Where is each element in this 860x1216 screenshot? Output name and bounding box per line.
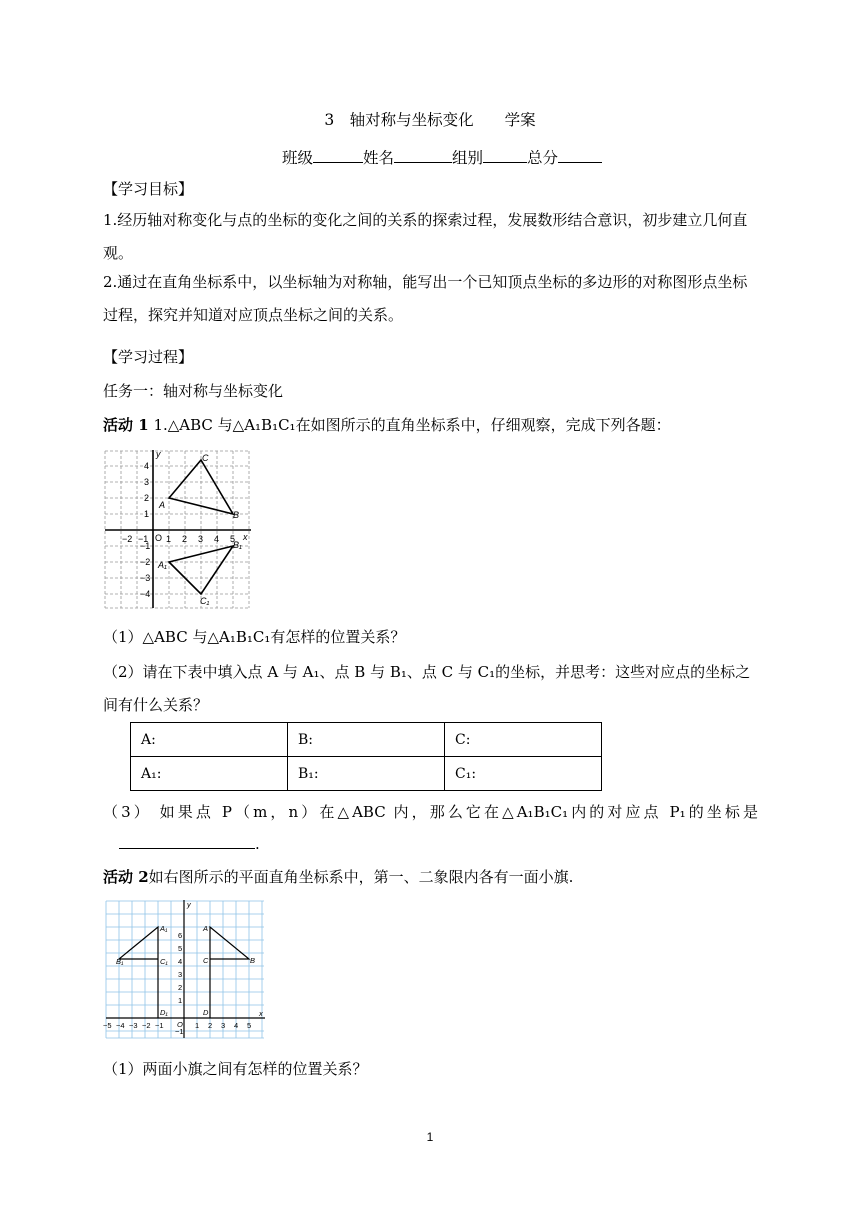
g2-xtick: −1 xyxy=(155,1021,164,1030)
g2-point-a: A xyxy=(203,924,209,933)
name-blank[interactable] xyxy=(394,148,452,163)
g2-xtick: −5 xyxy=(103,1021,112,1030)
g2-ytick: 5 xyxy=(178,944,183,953)
table-cell[interactable]: B: xyxy=(288,723,445,757)
g2-ytick: 6 xyxy=(178,931,183,940)
g2-xtick: −2 xyxy=(142,1021,151,1030)
g2-xtick: 1 xyxy=(195,1021,200,1030)
g1-xtick: −1 xyxy=(138,534,149,544)
g2-point-a1: A₁ xyxy=(160,924,168,933)
class-label: 班级 xyxy=(282,149,314,167)
table-cell[interactable]: A: xyxy=(131,723,288,757)
score-label: 总分 xyxy=(527,149,559,167)
g1-ytick: −2 xyxy=(140,557,151,567)
score-blank[interactable] xyxy=(558,148,602,163)
g2-ytick: −1 xyxy=(175,1027,184,1036)
goal-1: 1.经历轴对称变化与点的坐标的变化之间的关系的探索过程，发展数形结合意识，初步建立几何直观。 xyxy=(103,211,748,262)
g1-xtick: O xyxy=(155,533,163,543)
name-label: 姓名 xyxy=(363,149,395,167)
g2-point-c: C xyxy=(203,956,209,965)
activity-2-text: 如右图所示的平面直角坐标系中，第一、二象限内各有一面小旗. xyxy=(148,868,574,886)
g1-axis-x: x xyxy=(243,532,248,542)
g1-point-c1: C₁ xyxy=(200,596,210,606)
activity-1-line xyxy=(103,414,671,435)
answer-line xyxy=(103,834,260,853)
g1-point-a: A xyxy=(159,500,166,510)
table-row xyxy=(131,757,602,791)
activity-1-text: 1.△ABC 与△A₁B₁C₁在如图所示的直角坐标系中，仔细观察，完成下列各题： xyxy=(148,416,671,434)
g1-ytick: −1 xyxy=(140,541,151,551)
activity-2-q1: （1）两面小旗之间有怎样的位置关系？ xyxy=(103,1060,368,1078)
g2-xtick: 5 xyxy=(247,1021,252,1030)
flag-graph xyxy=(103,898,267,1040)
student-info-line xyxy=(282,146,602,168)
g2-point-b: B xyxy=(250,956,256,965)
g1-point-b1: B₁ xyxy=(233,540,242,550)
g2-ytick: 3 xyxy=(178,970,183,979)
activity-1-q2: （2）请在下表中填入点 A 与 A₁、点 B 与 B₁、点 C 与 C₁的坐标，并思考：这些对应点的坐标之间有什么关系？ xyxy=(103,663,751,714)
group-label: 组别 xyxy=(452,149,484,167)
g1-xtick: −2 xyxy=(122,534,133,544)
g1-xtick: 5 xyxy=(230,534,236,544)
g2-xtick: 2 xyxy=(208,1021,213,1030)
g1-xtick: 3 xyxy=(198,534,204,544)
g2-point-b1: B₁ xyxy=(116,957,124,966)
g1-xtick: 1 xyxy=(166,534,172,544)
g1-ytick: 3 xyxy=(144,477,150,487)
g2-xtick: 3 xyxy=(221,1021,226,1030)
table-row xyxy=(131,723,602,757)
g2-xtick: −3 xyxy=(129,1021,138,1030)
table-cell[interactable]: C: xyxy=(445,723,602,757)
process-heading: 【学习过程】 xyxy=(103,348,194,366)
activity-1-q1: （1）△ABC 与△A₁B₁C₁有怎样的位置关系？ xyxy=(103,628,406,646)
activity-1-q3: （3） 如果点 P（m，n）在△ABC 内，那么它在△A₁B₁C₁内的对应点 P₁的坐标是 xyxy=(103,803,758,821)
goal-2: 2.通过在直角坐标系中，以坐标轴为对称轴，能写出一个已知顶点坐标的多边形的对称图形点坐标过程，探究并知道对应顶点坐标之间的关系。 xyxy=(103,273,748,324)
page-title: 3 轴对称与坐标变化 学案 xyxy=(324,111,536,129)
g1-point-b: B xyxy=(233,510,240,520)
g1-xtick: 4 xyxy=(214,534,220,544)
triangle-graph xyxy=(103,448,253,610)
table-cell[interactable]: A₁: xyxy=(131,757,288,791)
g1-axis-y: y xyxy=(156,449,161,459)
table-cell[interactable]: B₁: xyxy=(288,757,445,791)
g2-point-d1: D₁ xyxy=(160,1008,168,1017)
activity-2-line xyxy=(103,866,573,887)
g1-ytick: 1 xyxy=(144,509,150,519)
answer-blank[interactable] xyxy=(119,834,255,849)
g2-xtick: 4 xyxy=(234,1021,239,1030)
g1-ytick: 2 xyxy=(144,493,150,503)
class-blank[interactable] xyxy=(313,148,363,163)
g1-ytick: 4 xyxy=(144,461,150,471)
g1-point-a1: A₁ xyxy=(158,560,167,570)
activity-2-label: 活动 2 xyxy=(103,868,149,886)
activity-1-label: 活动 1 xyxy=(103,416,149,434)
g1-point-c: C xyxy=(202,453,209,463)
coordinate-table xyxy=(130,722,602,791)
g2-point-d: D xyxy=(203,1008,209,1017)
g2-ytick: 2 xyxy=(178,983,183,992)
g1-xtick: 2 xyxy=(182,534,188,544)
g2-ytick: 1 xyxy=(178,996,183,1005)
g2-xtick: O xyxy=(177,1020,183,1029)
g1-ytick: −4 xyxy=(140,589,151,599)
goals-heading: 【学习目标】 xyxy=(103,180,194,198)
g2-axis-x: x xyxy=(259,1009,263,1018)
g2-axis-y: y xyxy=(187,900,191,909)
g2-xtick: −4 xyxy=(116,1021,125,1030)
answer-period: . xyxy=(255,835,260,853)
page-number: 1 xyxy=(426,1130,434,1144)
g2-ytick: 4 xyxy=(178,957,183,966)
g1-ytick: −3 xyxy=(140,573,151,583)
group-blank[interactable] xyxy=(483,148,527,163)
table-cell[interactable]: C₁: xyxy=(445,757,602,791)
task-1: 任务一：轴对称与坐标变化 xyxy=(103,382,284,400)
g2-point-c1: C₁ xyxy=(160,957,168,966)
